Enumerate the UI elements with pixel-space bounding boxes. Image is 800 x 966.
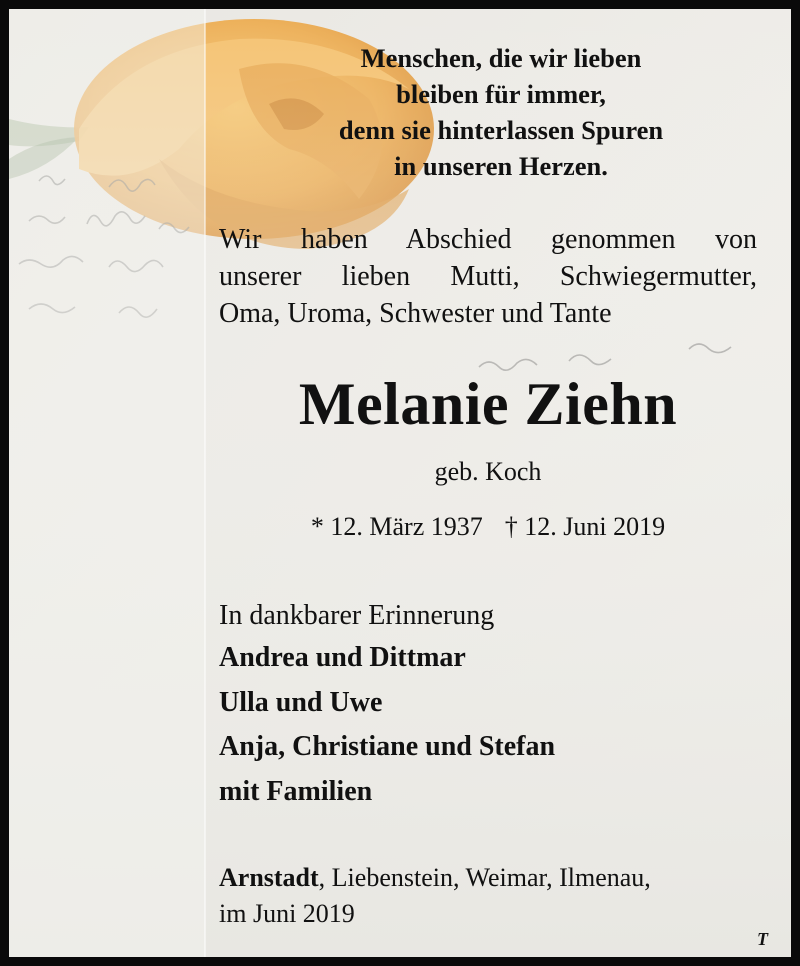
mourner-entry: Andrea und Dittmar — [219, 642, 466, 673]
mourner-entry: Anja, Christiane und Stefan — [219, 731, 556, 762]
farewell-line: unserer lieben Mutti, Schwiegermutter, — [219, 261, 757, 292]
publisher-mark: T — [757, 929, 768, 949]
towns-line — [219, 860, 759, 896]
motto-line: bleiben für immer, — [396, 79, 606, 109]
farewell-text — [219, 221, 757, 332]
memory-text: In dankbarer Erinnerung — [219, 600, 495, 631]
birth-date: * 12. März 1937 — [310, 512, 483, 541]
other-towns: , Liebenstein, Weimar, Ilmenau, — [318, 863, 651, 892]
birth-name: geb. Koch — [434, 457, 542, 486]
farewell-line: Oma, Uroma, Schwester und Tante — [219, 298, 612, 329]
place-and-date — [219, 860, 759, 932]
motto-line: denn sie hinterlassen Spuren — [338, 115, 664, 145]
main-town: Arnstadt — [219, 863, 319, 892]
death-date: † 12. Juni 2019 — [504, 512, 666, 541]
notice-date: im Juni 2019 — [219, 899, 355, 928]
mourner-entry: Ulla und Uwe — [219, 686, 383, 718]
motto-verse — [301, 40, 701, 184]
farewell-line: Wir haben Abschied genommen von — [219, 224, 757, 255]
mourner-entry: mit Familien — [219, 775, 373, 807]
motto-line: in unseren Herzen. — [394, 151, 608, 181]
motto-line: Menschen, die wir lieben — [360, 43, 642, 73]
deceased-name: Melanie Ziehn — [298, 371, 678, 437]
memory-line — [219, 594, 757, 638]
life-dates — [219, 509, 757, 545]
mourners-list — [219, 636, 757, 814]
